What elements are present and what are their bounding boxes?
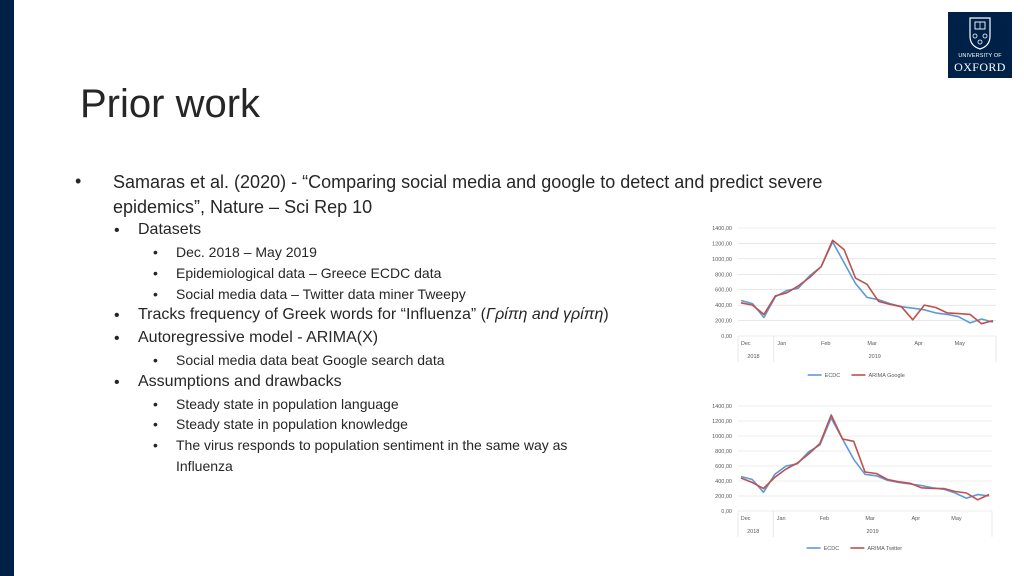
legend-label: ARIMA Twitter <box>867 546 903 552</box>
series-line-ecdc <box>741 418 989 498</box>
y-tick-label: 200,00 <box>715 318 732 325</box>
x-tick-label: Jan <box>776 516 786 522</box>
x-tick-label: Dec <box>740 341 751 347</box>
legend-label: ARIMA Google <box>868 373 905 379</box>
y-tick-label: 1000,00 <box>712 434 732 440</box>
legend-label: ECDC <box>823 546 840 552</box>
chart-google <box>700 220 1000 382</box>
bullet-assumptions: Assumptions and drawbacks <box>138 373 342 390</box>
crest-icon <box>968 16 992 50</box>
bullet-datasets: Datasets <box>138 221 202 238</box>
x-tick-label: Feb <box>820 341 831 347</box>
legend-label: ECDC <box>824 373 841 379</box>
y-tick-label: 400,00 <box>715 303 732 310</box>
x-tick-label: May <box>954 341 966 347</box>
series-line-arima-google <box>741 240 993 323</box>
bullet-arima-result: Social media data beat Google search data <box>176 352 445 368</box>
bullet-dot: • <box>153 286 158 302</box>
x-tick-label: Apr <box>911 516 921 522</box>
x-tick-label: Apr <box>914 341 923 347</box>
x-year-label: 2018 <box>747 354 760 360</box>
chart-twitter-svg <box>700 398 1000 556</box>
bullet-arima: Autoregressive model - ARIMA(X) <box>138 329 379 346</box>
bullet-dot: • <box>153 265 158 281</box>
y-tick-label: 1000,00 <box>712 256 732 263</box>
slide-title: Prior work <box>80 82 261 126</box>
x-tick-label: Mar <box>865 516 875 522</box>
y-tick-label: 800,00 <box>715 449 732 455</box>
y-tick-label: 800,00 <box>715 272 732 279</box>
bullet-dot: • <box>114 222 120 239</box>
bullet-paper: Samaras et al. (2020) - “Comparing social media and google to detect and predict severe epidemics”, Nature – Sci Rep 10 <box>113 172 823 217</box>
chart-twitter <box>700 398 1000 556</box>
y-tick-label: 400,00 <box>715 479 732 485</box>
x-tick-label: Feb <box>819 516 830 522</box>
bullet-dot: • <box>114 374 120 391</box>
series-line-ecdc <box>741 242 993 323</box>
chart-google-svg <box>700 220 1000 382</box>
x-tick-label: Jan <box>777 341 787 347</box>
x-year-label: 2019 <box>866 529 879 535</box>
bullet-tracks <box>138 306 609 324</box>
x-tick-label: Mar <box>867 341 877 347</box>
tracks-greek-words: Γρίπη and γρίπη <box>485 306 604 323</box>
x-tick-label: May <box>951 516 962 522</box>
bullet-dataset-twitter: Social media data – Twitter data miner Tweepy <box>176 286 466 302</box>
logo-oxford: OXFORD <box>954 60 1006 74</box>
x-year-label: 2018 <box>747 529 760 535</box>
bullet-dot: • <box>153 244 158 260</box>
bullet-dot: • <box>153 416 158 432</box>
x-year-label: 2019 <box>868 354 881 360</box>
bullet-assumption-knowledge: Steady state in population knowledge <box>176 416 408 432</box>
y-tick-label: 200,00 <box>715 494 732 500</box>
bullet-dot: • <box>153 352 158 368</box>
oxford-logo <box>948 12 1012 78</box>
bullet-dot: • <box>153 437 158 453</box>
y-tick-label: 0,00 <box>721 509 732 515</box>
x-tick-label: Dec <box>740 516 751 522</box>
bullet-dot: • <box>75 171 82 191</box>
tracks-text-end: ) <box>603 306 609 323</box>
y-tick-label: 1200,00 <box>712 419 732 425</box>
series-line-arima-twitter <box>741 415 989 500</box>
bullet-assumption-virus: The virus responds to population sentiment in the same way as Influenza <box>176 437 568 474</box>
y-tick-label: 1400,00 <box>712 226 732 232</box>
logo-university-of: UNIVERSITY OF <box>958 53 1002 59</box>
bullet-assumption-language: Steady state in population language <box>176 396 399 412</box>
y-tick-label: 0,00 <box>721 334 732 340</box>
y-tick-label: 1200,00 <box>712 241 732 248</box>
y-tick-label: 600,00 <box>715 464 732 470</box>
bullet-dot: • <box>153 396 158 412</box>
tracks-text-start: Tracks frequency of Greek words for “Influenza” ( <box>138 306 486 323</box>
y-tick-label: 600,00 <box>715 287 732 294</box>
bullet-dot: • <box>114 330 120 347</box>
accent-bar <box>0 0 14 576</box>
y-tick-label: 1400,00 <box>712 404 732 410</box>
bullet-dot: • <box>114 307 120 324</box>
bullet-dataset-dates: Dec. 2018 – May 2019 <box>176 244 317 260</box>
bullet-dataset-ecdc: Epidemiological data – Greece ECDC data <box>176 265 442 281</box>
